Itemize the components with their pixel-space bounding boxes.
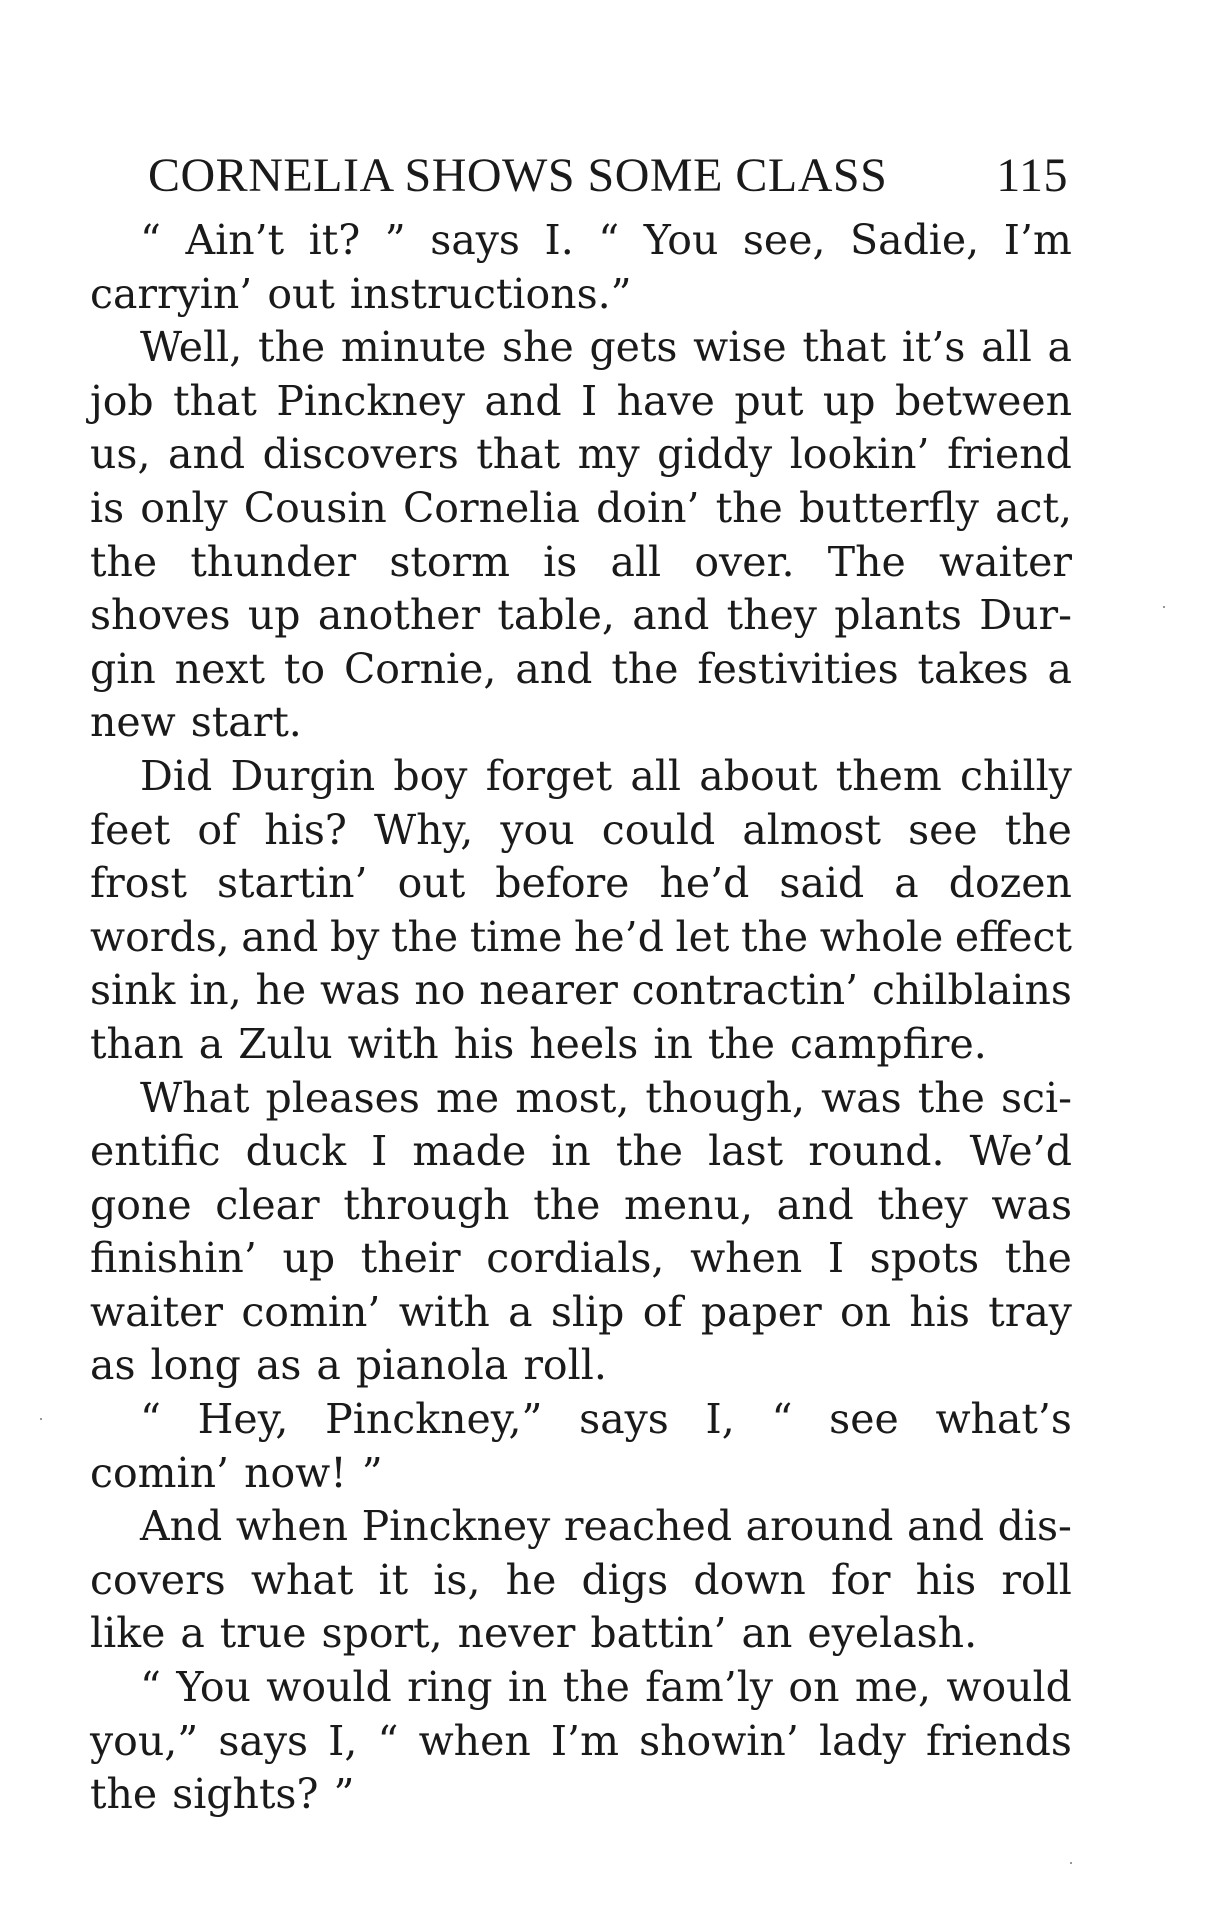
word: clear bbox=[215, 1180, 320, 1229]
word: of bbox=[197, 805, 238, 854]
word: us, bbox=[90, 430, 151, 479]
word: over. bbox=[694, 537, 795, 586]
word: time bbox=[469, 912, 563, 961]
word: he bbox=[255, 966, 307, 1015]
word: the bbox=[707, 1019, 776, 1068]
word: feet bbox=[90, 805, 171, 854]
text-line bbox=[90, 589, 1072, 643]
word: they bbox=[726, 591, 817, 640]
text-line bbox=[90, 1072, 1072, 1126]
word: and bbox=[776, 1180, 854, 1229]
text-line bbox=[90, 482, 1072, 536]
word: when bbox=[418, 1716, 531, 1765]
text-line bbox=[90, 1768, 1072, 1822]
text-line bbox=[90, 1339, 1072, 1393]
word: the bbox=[715, 483, 783, 532]
word: let bbox=[675, 912, 730, 961]
word: Sadie, bbox=[850, 216, 980, 264]
word: gone bbox=[90, 1180, 192, 1229]
word: table, bbox=[497, 591, 615, 640]
word: eyelash. bbox=[807, 1609, 978, 1658]
word: another bbox=[317, 591, 481, 640]
word: when bbox=[690, 1234, 803, 1283]
word: and bbox=[484, 376, 562, 425]
word: digs bbox=[581, 1555, 669, 1604]
word: is bbox=[543, 537, 578, 586]
word: spots bbox=[869, 1234, 980, 1283]
word: with bbox=[347, 1019, 439, 1068]
word: Pinckney,” bbox=[325, 1395, 543, 1444]
word: all bbox=[630, 751, 682, 800]
word: whole bbox=[819, 912, 944, 961]
word: lookin’ bbox=[789, 430, 930, 479]
word: out bbox=[267, 269, 335, 318]
word: Cornelia bbox=[402, 483, 580, 532]
word: Pinckney bbox=[361, 1502, 551, 1551]
word: dozen bbox=[948, 859, 1072, 908]
word: than bbox=[90, 1019, 184, 1068]
word: I, bbox=[328, 1716, 358, 1765]
word: she bbox=[502, 323, 574, 372]
word: new bbox=[90, 698, 176, 747]
word: entific bbox=[90, 1127, 221, 1176]
word: was bbox=[991, 1180, 1072, 1229]
word: storm bbox=[389, 537, 510, 586]
word: Well, bbox=[140, 323, 243, 372]
word: “ bbox=[598, 216, 620, 264]
word: roll. bbox=[523, 1341, 607, 1390]
word: the bbox=[533, 1180, 601, 1229]
word: they bbox=[877, 1180, 968, 1229]
word: showin’ bbox=[639, 1716, 799, 1765]
word: and bbox=[906, 1502, 985, 1551]
word: would bbox=[946, 1663, 1072, 1712]
word: in bbox=[507, 1663, 548, 1712]
word: a bbox=[180, 1609, 205, 1658]
word: his bbox=[453, 1019, 515, 1068]
word: a bbox=[1047, 644, 1072, 693]
word: covers bbox=[90, 1555, 226, 1604]
word: And bbox=[140, 1502, 223, 1551]
word: them bbox=[835, 751, 942, 800]
word: the bbox=[1004, 805, 1072, 854]
word: it? bbox=[308, 216, 361, 264]
word: I’m bbox=[1003, 216, 1072, 264]
word: startin’ bbox=[217, 859, 368, 908]
word: says bbox=[218, 1716, 309, 1765]
word: Cornie, bbox=[343, 644, 497, 693]
word: true bbox=[219, 1609, 307, 1658]
word: effect bbox=[954, 912, 1072, 961]
word: the bbox=[1004, 1234, 1072, 1283]
word: the bbox=[90, 1770, 158, 1819]
text-line bbox=[90, 1286, 1072, 1340]
word: a bbox=[316, 1341, 341, 1390]
word: though, bbox=[645, 1073, 806, 1122]
word: in bbox=[653, 1019, 693, 1068]
word: boy bbox=[393, 751, 468, 800]
word: the bbox=[740, 912, 809, 961]
word: is, bbox=[433, 1555, 481, 1604]
word: all bbox=[981, 323, 1032, 372]
word: comin’ bbox=[90, 1448, 230, 1497]
word: I bbox=[827, 1234, 845, 1283]
word: up bbox=[282, 1234, 336, 1283]
text-line bbox=[90, 1232, 1072, 1286]
word: he’d bbox=[574, 912, 664, 961]
word: sights? bbox=[172, 1770, 319, 1819]
word: through bbox=[343, 1180, 510, 1229]
word: his bbox=[909, 1287, 970, 1336]
word: discovers bbox=[262, 430, 459, 479]
word: You bbox=[643, 216, 719, 264]
word: with bbox=[398, 1287, 490, 1336]
word: a bbox=[198, 1019, 224, 1068]
word: comin’ bbox=[241, 1287, 381, 1336]
word: Zulu bbox=[238, 1019, 333, 1068]
word: duck bbox=[245, 1127, 347, 1176]
word: cordials, bbox=[486, 1234, 665, 1283]
paper-speck bbox=[1163, 606, 1165, 608]
word: by bbox=[329, 912, 380, 961]
word: a bbox=[508, 1287, 533, 1336]
word: could bbox=[601, 805, 716, 854]
word: gets bbox=[589, 323, 678, 372]
word: forget bbox=[485, 751, 613, 800]
word: I, bbox=[705, 1395, 735, 1444]
word: Durgin bbox=[230, 751, 376, 800]
word: Cousin bbox=[243, 483, 387, 532]
word: contractin’ bbox=[631, 966, 859, 1015]
word: the bbox=[90, 537, 158, 586]
word: carryin’ bbox=[90, 269, 253, 318]
word: it bbox=[378, 1555, 409, 1604]
word: long bbox=[150, 1341, 241, 1390]
word: an bbox=[741, 1609, 793, 1658]
word: nearer bbox=[479, 966, 618, 1015]
word: Pinckney bbox=[276, 376, 466, 425]
word: would bbox=[266, 1663, 392, 1712]
word: We’d bbox=[969, 1127, 1072, 1176]
word: a bbox=[1047, 323, 1072, 372]
word: waiter bbox=[90, 1287, 223, 1336]
text-line bbox=[90, 643, 1072, 697]
text-line bbox=[90, 1715, 1072, 1769]
word: sci- bbox=[1001, 1073, 1072, 1122]
word: put bbox=[734, 376, 804, 425]
word: job bbox=[90, 376, 154, 425]
text-line bbox=[90, 1447, 1072, 1501]
word: like bbox=[90, 1609, 166, 1658]
word: festivities bbox=[697, 644, 899, 693]
text-line bbox=[90, 750, 1072, 804]
word: slip bbox=[550, 1287, 625, 1336]
word: reached bbox=[563, 1502, 733, 1551]
word: next bbox=[174, 644, 265, 693]
word: for bbox=[831, 1555, 891, 1604]
word: What bbox=[140, 1073, 250, 1122]
word: “ bbox=[140, 216, 161, 264]
word: friend bbox=[947, 430, 1072, 479]
word: all bbox=[610, 537, 662, 586]
word: giddy bbox=[657, 430, 773, 479]
text-line bbox=[90, 214, 1072, 268]
text-line bbox=[90, 964, 1072, 1018]
text-line bbox=[90, 1179, 1072, 1233]
word: takes bbox=[917, 644, 1029, 693]
word: Dur- bbox=[979, 591, 1072, 640]
word: dis- bbox=[997, 1502, 1072, 1551]
word: tray bbox=[988, 1287, 1072, 1336]
word: roll bbox=[1001, 1555, 1072, 1604]
word: the bbox=[390, 912, 459, 961]
word: thunder bbox=[190, 537, 357, 586]
word: shoves bbox=[90, 591, 231, 640]
word: almost bbox=[742, 805, 881, 854]
word: and bbox=[632, 591, 710, 640]
word: lady bbox=[818, 1716, 906, 1765]
text-line bbox=[90, 696, 1072, 750]
text-line bbox=[90, 428, 1072, 482]
word: start. bbox=[190, 698, 302, 747]
text-line bbox=[90, 375, 1072, 429]
word: act, bbox=[995, 483, 1072, 532]
word: you bbox=[500, 805, 575, 854]
word: “ bbox=[771, 1395, 793, 1444]
text-line bbox=[90, 1500, 1072, 1554]
word: The bbox=[827, 537, 906, 586]
word: that bbox=[173, 376, 257, 425]
word: heels bbox=[529, 1019, 639, 1068]
text-line bbox=[90, 268, 1072, 322]
word: on bbox=[840, 1287, 892, 1336]
word: it’s bbox=[901, 323, 966, 372]
word: that bbox=[802, 323, 887, 372]
word: says bbox=[430, 216, 520, 264]
word: gin bbox=[90, 644, 156, 693]
page-number: 115 bbox=[996, 149, 1068, 202]
word: me, bbox=[854, 1663, 932, 1712]
word: butterfly bbox=[798, 483, 979, 532]
word: about bbox=[699, 751, 818, 800]
word: ” bbox=[333, 1770, 355, 1819]
word: down bbox=[693, 1555, 806, 1604]
word: I bbox=[371, 1127, 388, 1176]
word: frost bbox=[90, 859, 187, 908]
text-line bbox=[90, 1661, 1072, 1715]
text-line bbox=[90, 1125, 1072, 1179]
word: says bbox=[579, 1395, 669, 1444]
word: and bbox=[168, 430, 246, 479]
word: a bbox=[894, 859, 919, 908]
word: round. bbox=[808, 1127, 945, 1176]
word: his bbox=[915, 1555, 977, 1604]
word: and bbox=[241, 912, 319, 961]
running-title: CORNELIA SHOWS SOME CLASS bbox=[148, 149, 888, 202]
word: the bbox=[562, 1663, 630, 1712]
word: said bbox=[779, 859, 865, 908]
word: minute bbox=[340, 323, 487, 372]
text-line bbox=[90, 857, 1072, 911]
word: made bbox=[412, 1127, 527, 1176]
word: his? bbox=[264, 805, 347, 854]
word: now! bbox=[244, 1448, 347, 1497]
word: chilly bbox=[960, 751, 1072, 800]
word: on bbox=[788, 1663, 840, 1712]
paper-speck bbox=[40, 1418, 42, 1420]
word: have bbox=[616, 376, 715, 425]
word: when bbox=[235, 1502, 348, 1551]
word: the bbox=[258, 323, 326, 372]
word: in, bbox=[189, 966, 242, 1015]
word: you,” bbox=[90, 1716, 199, 1765]
word: the bbox=[917, 1073, 985, 1122]
word: finishin’ bbox=[90, 1234, 257, 1283]
word: “ bbox=[140, 1663, 161, 1712]
word: most, bbox=[515, 1073, 630, 1122]
word: he’d bbox=[659, 859, 750, 908]
word: doin’ bbox=[596, 483, 700, 532]
word: I. bbox=[544, 216, 574, 264]
word: to bbox=[283, 644, 326, 693]
word: You bbox=[176, 1663, 251, 1712]
word: fam’ly bbox=[645, 1663, 774, 1712]
word: ring bbox=[407, 1663, 493, 1712]
text-line bbox=[90, 536, 1072, 590]
word: Why, bbox=[373, 805, 474, 854]
text-line bbox=[90, 804, 1072, 858]
word: wise bbox=[693, 323, 787, 372]
text-line bbox=[90, 1018, 1072, 1072]
word: their bbox=[360, 1234, 461, 1283]
word: he bbox=[505, 1555, 557, 1604]
word: no bbox=[414, 966, 466, 1015]
word: campfire. bbox=[790, 1019, 987, 1068]
word: my bbox=[577, 430, 640, 479]
word: Ain’t bbox=[185, 216, 285, 264]
word: and bbox=[515, 644, 593, 693]
text-line bbox=[90, 321, 1072, 375]
text-line bbox=[90, 1607, 1072, 1661]
word: ” bbox=[384, 216, 406, 264]
word: friends bbox=[926, 1716, 1072, 1765]
word: out bbox=[397, 859, 466, 908]
word: between bbox=[894, 376, 1072, 425]
word: only bbox=[140, 483, 228, 532]
word: waiter bbox=[938, 537, 1072, 586]
word: as bbox=[255, 1341, 302, 1390]
word: up bbox=[247, 591, 301, 640]
word: I bbox=[581, 376, 598, 425]
text-line bbox=[90, 1554, 1072, 1608]
word: in bbox=[551, 1127, 591, 1176]
word: see bbox=[829, 1395, 899, 1444]
word: was bbox=[821, 1073, 902, 1122]
word: of bbox=[642, 1287, 683, 1336]
word: what bbox=[250, 1555, 354, 1604]
text-line bbox=[90, 911, 1072, 965]
word: see bbox=[908, 805, 978, 854]
word: menu, bbox=[624, 1180, 754, 1229]
word: sport, bbox=[321, 1609, 443, 1658]
word: was bbox=[319, 966, 401, 1015]
word: never bbox=[457, 1609, 576, 1658]
word: Hey, bbox=[197, 1395, 289, 1444]
word: is bbox=[90, 483, 125, 532]
word: instructions.” bbox=[349, 269, 632, 318]
word: paper bbox=[700, 1287, 822, 1336]
word: up bbox=[822, 376, 876, 425]
word: sink bbox=[90, 966, 176, 1015]
word: around bbox=[745, 1502, 894, 1551]
word: the bbox=[615, 1127, 684, 1176]
word: pianola bbox=[355, 1341, 509, 1390]
paper-speck bbox=[1070, 1862, 1072, 1864]
word: “ bbox=[140, 1395, 161, 1444]
page-header bbox=[148, 148, 1068, 210]
word: before bbox=[495, 859, 630, 908]
word: battin’ bbox=[590, 1609, 727, 1658]
word: see, bbox=[742, 216, 826, 264]
word: pleases bbox=[265, 1073, 420, 1122]
word: me bbox=[436, 1073, 500, 1122]
word: words, bbox=[90, 912, 230, 961]
word: Did bbox=[140, 751, 213, 800]
word: I’m bbox=[550, 1716, 619, 1765]
word: the bbox=[611, 644, 679, 693]
word: as bbox=[90, 1341, 136, 1390]
word: “ bbox=[377, 1716, 399, 1765]
word: what’s bbox=[935, 1395, 1072, 1444]
word: that bbox=[476, 430, 561, 479]
word: plants bbox=[834, 591, 962, 640]
word: ” bbox=[361, 1448, 383, 1497]
text-line bbox=[90, 1393, 1072, 1447]
word: chilblains bbox=[871, 966, 1072, 1015]
word: last bbox=[708, 1127, 784, 1176]
body-text bbox=[90, 214, 1072, 1822]
